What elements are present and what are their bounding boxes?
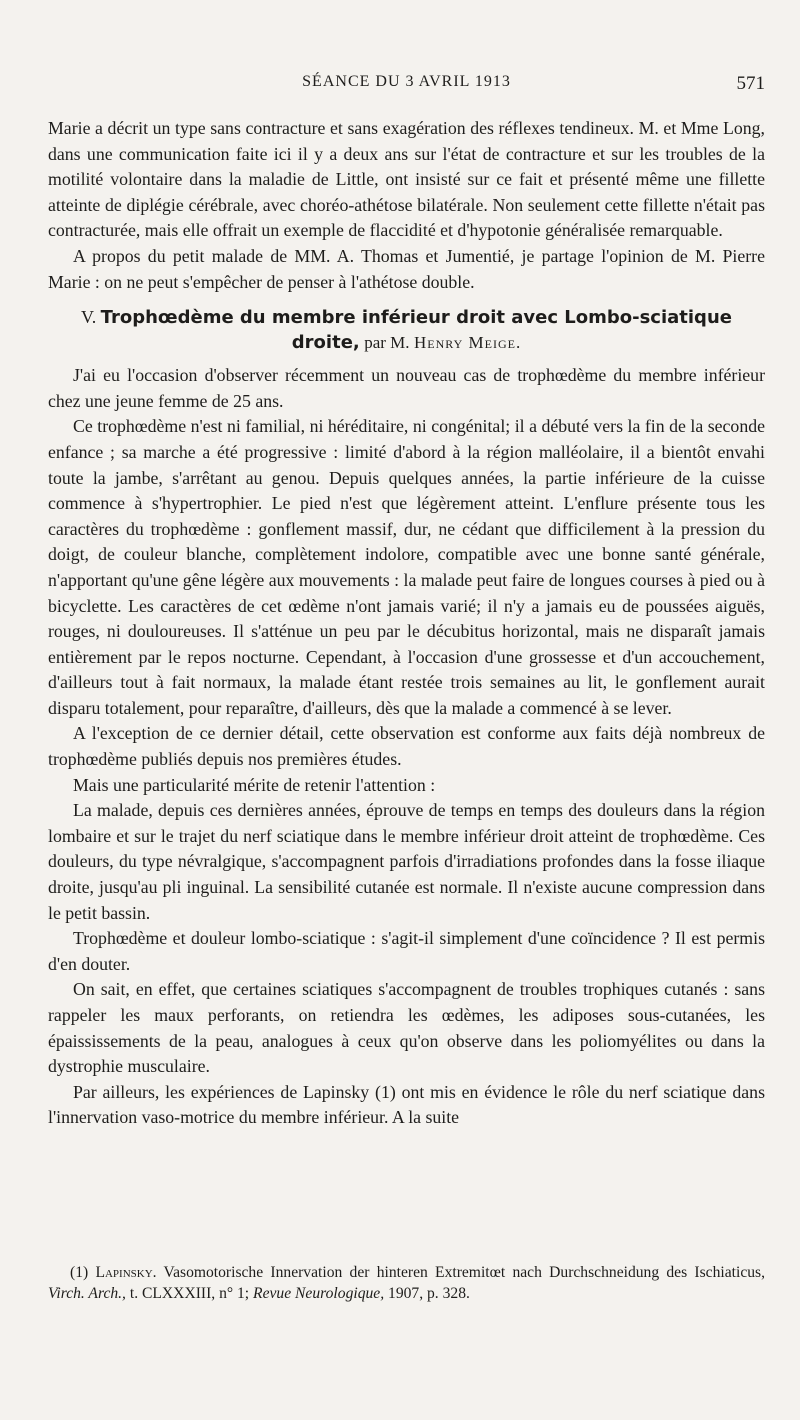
footnote-journal: Revue Neurologique, xyxy=(253,1285,385,1302)
page-number: 571 xyxy=(736,73,765,94)
paragraph: Marie a décrit un type sans contracture et sans exagération des réflexes tendineux. M. et Mme Long, dans une communication faite ici il y a deux ans sur l'état de contracture et sur les troubles de la motilité volontaire dans la maladie de Little, ont insisté sur ce fait et présenté même une fillette atteinte de diplégie cérébrale, avec choréo-athétose bilatérale. Non seulement cette fillette n'était pas contracturée, mais elle offrait un exemple de flaccidité et d'hypotonie généralisée remarquable. xyxy=(48,118,765,241)
paragraph: A l'exception de ce dernier détail, cette observation est conforme aux faits déjà nombreux de trophœdème publiés depuis nos premières études. xyxy=(48,723,765,770)
paragraph: Mais une particularité mérite de retenir l'attention : xyxy=(73,774,436,795)
footnote-marker: (1) xyxy=(70,1264,89,1281)
paragraph: La malade, depuis ces dernières années, éprouve de temps en temps des douleurs dans la région lombaire et sur le trajet du nerf sciatique dans le membre inférieur droit atteint de trophœdème. Ces douleurs, du type névralgique, s'accompagnent parfois d'irradiations profondes dans la fosse iliaque droite, jusqu'au pli inguinal. La sensibilité cutanée est normale. Il n'existe aucune compression dans le petit bassin. xyxy=(48,800,765,923)
paragraph: Ce trophœdème n'est ni familial, ni héréditaire, ni congénital; il a débuté vers la fin de la seconde enfance ; sa marche a été progressive : limité d'abord à la région malléolaire, il a bientôt envahi toute la jambe, s'arrêtant au genou. Depuis quelques années, la partie inférieure de la cuisse commence à s'hypertrophier. Le pied n'est que légèrement atteint. L'enflure présente tous les caractères du trophœdème : gonflement massif, dur, ne cédant que difficilement à la pression du doigt, de couleur blanche, complètement indolore, compatible avec une bonne santé générale, n'apportant qu'une gêne légère aux mouvements : la malade peut faire de longues courses à pied ou à bicyclette. Les caractères de cet œdème n'ont jamais varié; il n'y a jamais eu de poussées aiguës, rouges, ni douloureuses. Il s'atténue un peu par le décubitus horizontal, mais ne disparaît jamais entièrement par le repos nocturne. Cependant, à l'occasion d'une grossesse et d'un accouchement, d'ailleurs tout à fait normaux, la malade étant restée trois semaines au lit, le gonflement aurait disparu totalement, pour reparaître, d'ailleurs, dès que la malade a commencé à se lever. xyxy=(48,416,765,718)
footnote-text: t. CLXXXIII, n° 1; xyxy=(129,1285,250,1302)
section-heading xyxy=(48,305,765,355)
section-title: Trophœdème du membre inférieur droit avec Lombo-sciatique xyxy=(100,307,732,329)
section-title-cont: droite, xyxy=(291,332,360,354)
paragraph: A propos du petit malade de MM. A. Thomas et Jumentié, je partage l'opinion de M. Pierre Marie : on ne peut s'empêcher de penser à l'athétose double. xyxy=(48,245,765,292)
running-title: SÉANCE DU 3 AVRIL 1913 xyxy=(302,73,511,90)
section-by: par M. xyxy=(364,333,410,353)
paragraph: Trophœdème et douleur lombo-sciatique : s'agit-il simplement d'une coïncidence ? Il est permis d'en douter. xyxy=(48,928,765,974)
footnote xyxy=(48,1262,765,1304)
section-number: V. xyxy=(81,307,97,328)
footnote-journal: Virch. Arch., xyxy=(48,1285,126,1302)
footnote-author: Lapinsky. xyxy=(95,1264,157,1281)
footnote-text: 1907, p. 328. xyxy=(388,1285,470,1302)
footnote-text: Vasomotorische Innervation der hinteren Extremitœt nach Durchschneidung des Ischiaticus, xyxy=(163,1264,766,1281)
body-text xyxy=(48,116,765,1131)
paragraph: Par ailleurs, les expériences de Lapinsky (1) ont mis en évidence le rôle du nerf sciatique dans l'innervation vaso-motrice du membre inférieur. A la suite xyxy=(48,1081,765,1128)
paragraph: On sait, en effet, que certaines sciatiques s'accompagnent de troubles trophiques cutanés : sans rappeler les maux perforants, on retiendra les œdèmes, les adiposes sous-cutanées, les épaississements de la peau, analogues à ceux qu'on observe dans les poliomyélites ou dans la dystrophie musculaire. xyxy=(48,979,765,1077)
paragraph: J'ai eu l'occasion d'observer récemment un nouveau cas de trophœdème du membre inférieur chez une jeune femme de 25 ans. xyxy=(48,365,765,411)
page-header xyxy=(48,73,765,101)
section-author: Henry Meige. xyxy=(413,333,522,353)
